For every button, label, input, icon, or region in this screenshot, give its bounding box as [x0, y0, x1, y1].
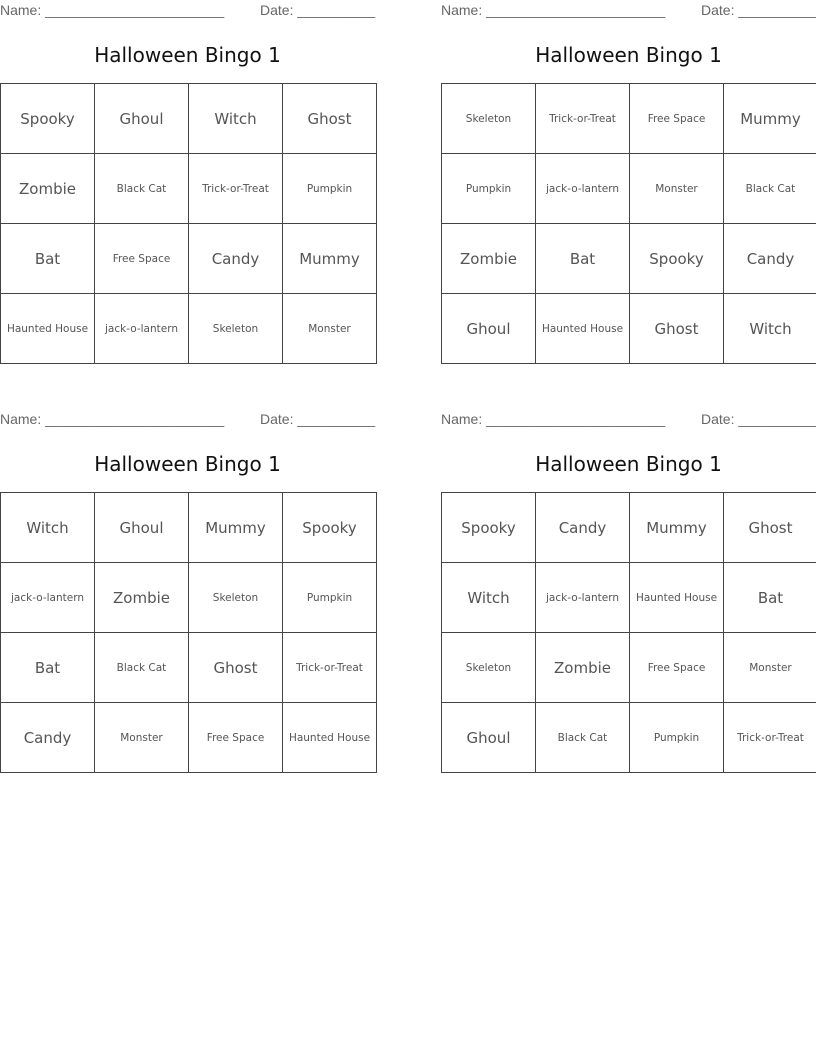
bingo-cell: Free Space	[630, 633, 724, 703]
bingo-cell: Candy	[189, 224, 283, 294]
bingo-cell: Witch	[442, 563, 536, 633]
bingo-cell: Black Cat	[724, 154, 816, 224]
bingo-grid	[441, 492, 816, 773]
bingo-cell: Witch	[724, 294, 816, 364]
card-header	[0, 409, 375, 431]
bingo-cell: Zombie	[95, 563, 189, 633]
bingo-cell: Spooky	[283, 493, 377, 563]
bingo-cell: Ghost	[283, 84, 377, 154]
bingo-cell: Spooky	[442, 493, 536, 563]
grid-row	[442, 703, 816, 773]
bingo-cell: Mummy	[630, 493, 724, 563]
card-header	[441, 409, 816, 431]
bingo-cell: Ghoul	[442, 703, 536, 773]
bingo-cell: Ghoul	[442, 294, 536, 364]
bingo-cell: Monster	[630, 154, 724, 224]
bingo-cell: Zombie	[536, 633, 630, 703]
bingo-cell: Witch	[1, 493, 95, 563]
bingo-cell: Skeleton	[189, 563, 283, 633]
bingo-cell: Skeleton	[189, 294, 283, 364]
bingo-cell: Trick-or-Treat	[189, 154, 283, 224]
card-title: Halloween Bingo 1	[94, 43, 281, 67]
grid-row	[442, 154, 816, 224]
bingo-card	[0, 409, 376, 747]
bingo-cell: Ghoul	[95, 493, 189, 563]
bingo-cell: Skeleton	[442, 84, 536, 154]
grid-row	[1, 703, 377, 773]
bingo-cell: Ghost	[189, 633, 283, 703]
bingo-cell: Witch	[189, 84, 283, 154]
bingo-cell: Bat	[1, 633, 95, 703]
grid-row	[1, 224, 377, 294]
grid-row	[1, 294, 377, 364]
grid-row	[442, 563, 816, 633]
bingo-cell: Bat	[1, 224, 95, 294]
bingo-card	[0, 0, 376, 335]
bingo-cell: Trick-or-Treat	[283, 633, 377, 703]
grid-row	[1, 563, 377, 633]
bingo-card	[441, 0, 816, 338]
bingo-cell: jack-o-lantern	[95, 294, 189, 364]
grid-row	[442, 633, 816, 703]
bingo-cell: Haunted House	[1, 294, 95, 364]
bingo-cell: Monster	[283, 294, 377, 364]
name-field: Name: _______________________	[0, 411, 225, 427]
bingo-cell: Free Space	[189, 703, 283, 773]
bingo-cell: Candy	[536, 493, 630, 563]
bingo-card	[441, 409, 816, 747]
name-field: Name: _______________________	[0, 2, 225, 18]
grid-row	[442, 294, 816, 364]
bingo-grid	[0, 83, 377, 364]
bingo-grid	[441, 83, 816, 364]
bingo-cell: Monster	[724, 633, 816, 703]
date-field: Date: __________	[701, 411, 816, 427]
card-title: Halloween Bingo 1	[94, 452, 281, 476]
grid-row	[1, 84, 377, 154]
grid-row	[442, 84, 816, 154]
bingo-cell: Ghost	[724, 493, 816, 563]
bingo-cell: Pumpkin	[283, 563, 377, 633]
bingo-cell: Haunted House	[630, 563, 724, 633]
bingo-cell: Black Cat	[536, 703, 630, 773]
bingo-cell: Candy	[1, 703, 95, 773]
bingo-cell: Mummy	[283, 224, 377, 294]
grid-row	[1, 154, 377, 224]
bingo-cell: Zombie	[442, 224, 536, 294]
card-title: Halloween Bingo 1	[535, 452, 722, 476]
grid-row	[442, 224, 816, 294]
bingo-cell: Pumpkin	[283, 154, 377, 224]
bingo-cell: Zombie	[1, 154, 95, 224]
bingo-grid	[0, 492, 377, 773]
card-header	[0, 0, 375, 22]
bingo-cell: Bat	[724, 563, 816, 633]
bingo-cell: Monster	[95, 703, 189, 773]
bingo-cell: Haunted House	[536, 294, 630, 364]
bingo-cell: Trick-or-Treat	[724, 703, 816, 773]
date-field: Date: __________	[260, 411, 376, 427]
bingo-cell: jack-o-lantern	[536, 154, 630, 224]
bingo-cell: Haunted House	[283, 703, 377, 773]
bingo-cell: jack-o-lantern	[1, 563, 95, 633]
grid-row	[442, 493, 816, 563]
bingo-cell: Pumpkin	[630, 703, 724, 773]
name-field: Name: _______________________	[441, 2, 666, 18]
grid-row	[1, 633, 377, 703]
bingo-cell: Ghoul	[95, 84, 189, 154]
bingo-cell: Pumpkin	[442, 154, 536, 224]
bingo-cell: Candy	[724, 224, 816, 294]
bingo-cell: jack-o-lantern	[536, 563, 630, 633]
card-header	[441, 0, 816, 22]
bingo-cell: Bat	[536, 224, 630, 294]
bingo-cell: Spooky	[630, 224, 724, 294]
bingo-cell: Trick-or-Treat	[536, 84, 630, 154]
bingo-cell: Mummy	[724, 84, 816, 154]
bingo-cell: Ghost	[630, 294, 724, 364]
card-title: Halloween Bingo 1	[535, 43, 722, 67]
bingo-cell: Black Cat	[95, 154, 189, 224]
date-field: Date: __________	[260, 2, 376, 18]
bingo-cell: Spooky	[1, 84, 95, 154]
bingo-cell: Free Space	[95, 224, 189, 294]
bingo-cell: Mummy	[189, 493, 283, 563]
grid-row	[1, 493, 377, 563]
bingo-cell: Black Cat	[95, 633, 189, 703]
bingo-cell: Skeleton	[442, 633, 536, 703]
name-field: Name: _______________________	[441, 411, 666, 427]
date-field: Date: __________	[701, 2, 816, 18]
bingo-cell: Free Space	[630, 84, 724, 154]
